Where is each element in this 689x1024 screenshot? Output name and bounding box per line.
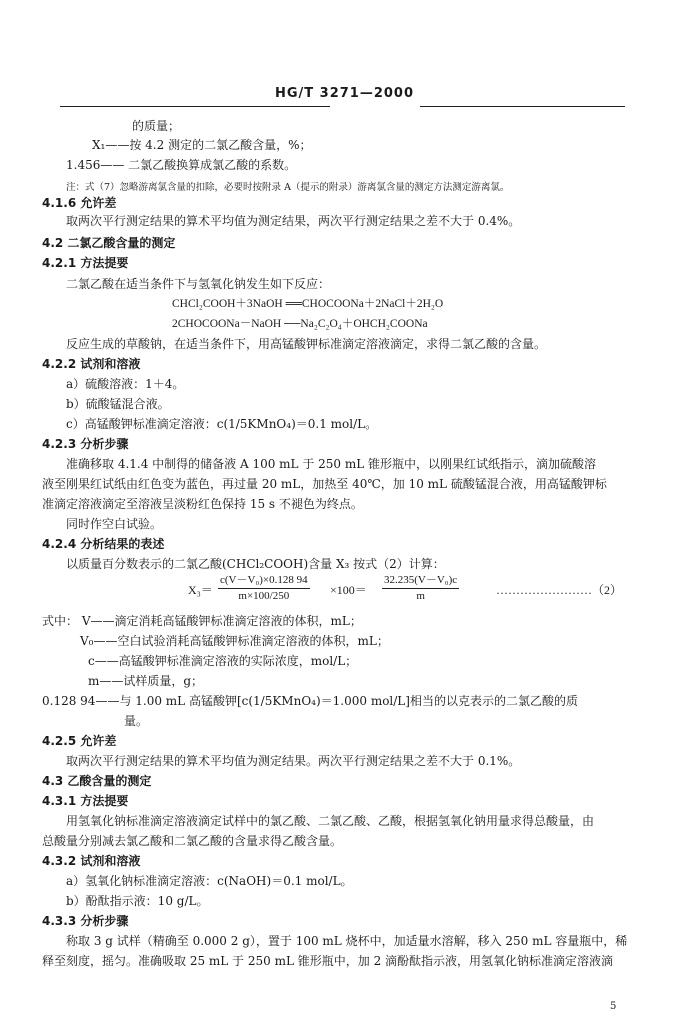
section-heading: 4.3 乙酸含量的测定 (42, 774, 152, 788)
page-number: 5 (610, 1001, 617, 1012)
text-line: 以质量百分数表示的二氯乙酸(CHCl₂COOH)含量 X₃ 按式（2）计算： (66, 557, 445, 571)
text-line: 取两次平行测定结果的算术平均值为测定结果。两次平行测定结果之差不大于 0.1%。 (66, 754, 521, 768)
list-item: a）硫酸溶液：1＋4。 (66, 377, 185, 391)
section-heading: 4.3.3 分析步骤 (42, 914, 129, 928)
formula-fraction-1 (218, 574, 310, 603)
text-line: 准滴定溶液滴定至溶液呈淡粉红色保持 15 s 不褪色为终点。 (42, 497, 363, 511)
text-line: 反应生成的草酸钠，在适当条件下，用高锰酸钾标准滴定溶液滴定，求得二氯乙酸的含量。 (66, 337, 547, 351)
fraction-denominator: m×100/250 (238, 590, 290, 602)
section-heading: 4.3.1 方法提要 (42, 794, 129, 808)
list-item: c）高锰酸钾标准滴定溶液：c(1/5KMnO₄)＝0.1 mol/L。 (66, 417, 378, 431)
definition-line: c——高锰酸钾标准滴定溶液的实际浓度，mol/L； (88, 654, 358, 668)
list-item: a）氢氧化钠标准滴定溶液：c(NaOH)＝0.1 mol/L。 (66, 874, 353, 888)
text-line: 二氯乙酸在适当条件下与氢氧化钠发生如下反应： (66, 277, 331, 291)
definition-line: 0.128 94——与 1.00 mL 高锰酸钾[c(1/5KMnO₄)＝1.000 mol/L]相当的以克表示的二氯乙酸的质 (42, 694, 578, 708)
section-heading: 4.2.2 试剂和溶液 (42, 357, 141, 371)
section-heading: 4.1.6 允许差 (42, 196, 117, 210)
formula-times-100: ×100＝ (330, 583, 367, 597)
equation-number: ……………………（2） (496, 583, 623, 597)
text-line: 1.456—— 二氯乙酸换算成氯乙酸的系数。 (66, 158, 297, 172)
page-header-title: HG/T 3271—2000 (274, 86, 415, 101)
text-line: 释至刻度，摇匀。准确吸取 25 mL 于 250 mL 锥形瓶中，加 2 滴酚酞指示液，用氢氧化钠标准滴定溶液滴 (42, 954, 614, 968)
text-line: 取两次平行测定结果的算术平均值为测定结果，两次平行测定结果之差不大于 0.4%。 (66, 214, 521, 228)
formula-fraction-2 (382, 574, 459, 603)
fraction-denominator: m (416, 590, 425, 602)
section-heading: 4.2.3 分析步骤 (42, 437, 129, 451)
definition-line: 式中： V——滴定消耗高锰酸钾标准滴定溶液的体积，mL； (42, 614, 362, 628)
chemical-equation: 2CHOCOONa－NaOH ──Na₂C₂O₄＋OHCH₂COONa (172, 318, 428, 330)
section-heading: 4.2.1 方法提要 (42, 256, 129, 270)
formula-lhs: X₃＝ (188, 583, 213, 597)
definition-line: V₀——空白试验消耗高锰酸钾标准滴定溶液的体积，mL； (80, 634, 389, 648)
definition-line: 量。 (124, 714, 149, 728)
section-heading: 4.2 二氯乙酸含量的测定 (42, 236, 176, 250)
text-line: 用氢氧化钠标准滴定溶液滴定试样中的氯乙酸、二氯乙酸、乙酸，根据氢氧化钠用量求得总酸量，由 (66, 814, 595, 828)
list-item: b）硫酸锰混合液。 (66, 397, 170, 411)
list-item: b）酚酞指示液：10 g/L。 (66, 894, 209, 908)
text-line: 称取 3 g 试样（精确至 0.000 2 g），置于 100 mL 烧杯中，加适量水溶解，移入 250 mL 容量瓶中，稀 (66, 934, 628, 948)
header-rule-left (60, 106, 330, 107)
text-line: 的质量； (132, 119, 181, 133)
text-line: X₁——按 4.2 测定的二氯乙酸含量，%； (92, 138, 312, 152)
text-line: 总酸量分别减去氯乙酸和二氯乙酸的含量求得乙酸含量。 (42, 834, 343, 848)
section-heading: 4.2.4 分析结果的表述 (42, 537, 165, 551)
text-line: 同时作空白试验。 (66, 517, 163, 531)
note-line: 注：式（7）忽略游离氯含量的扣除，必要时按附录 A（提示的附录）游离氯含量的测定方法测定游离氯。 (66, 182, 510, 193)
definition-line: m——试样质量，g； (88, 674, 204, 688)
fraction-numerator: 32.235(V－V₀)c (382, 574, 459, 589)
chemical-equation: CHCl₂COOH＋3NaOH ══CHOCOONa＋2NaCl＋2H₂O (172, 298, 444, 310)
section-heading: 4.2.5 允许差 (42, 734, 117, 748)
fraction-numerator: c(V－V₀)×0.128 94 (218, 574, 310, 589)
section-heading: 4.3.2 试剂和溶液 (42, 854, 141, 868)
text-line: 液至刚果红试纸由红色变为蓝色，再过量 20 mL，加热至 40℃，加 10 mL 硫酸锰混合液，用高锰酸钾标 (42, 477, 607, 491)
header-rule-right (420, 106, 625, 107)
text-line: 准确移取 4.1.4 中制得的储备液 A 100 mL 于 250 mL 锥形瓶中，以刚果红试纸指示，滴加硫酸溶 (66, 457, 597, 471)
